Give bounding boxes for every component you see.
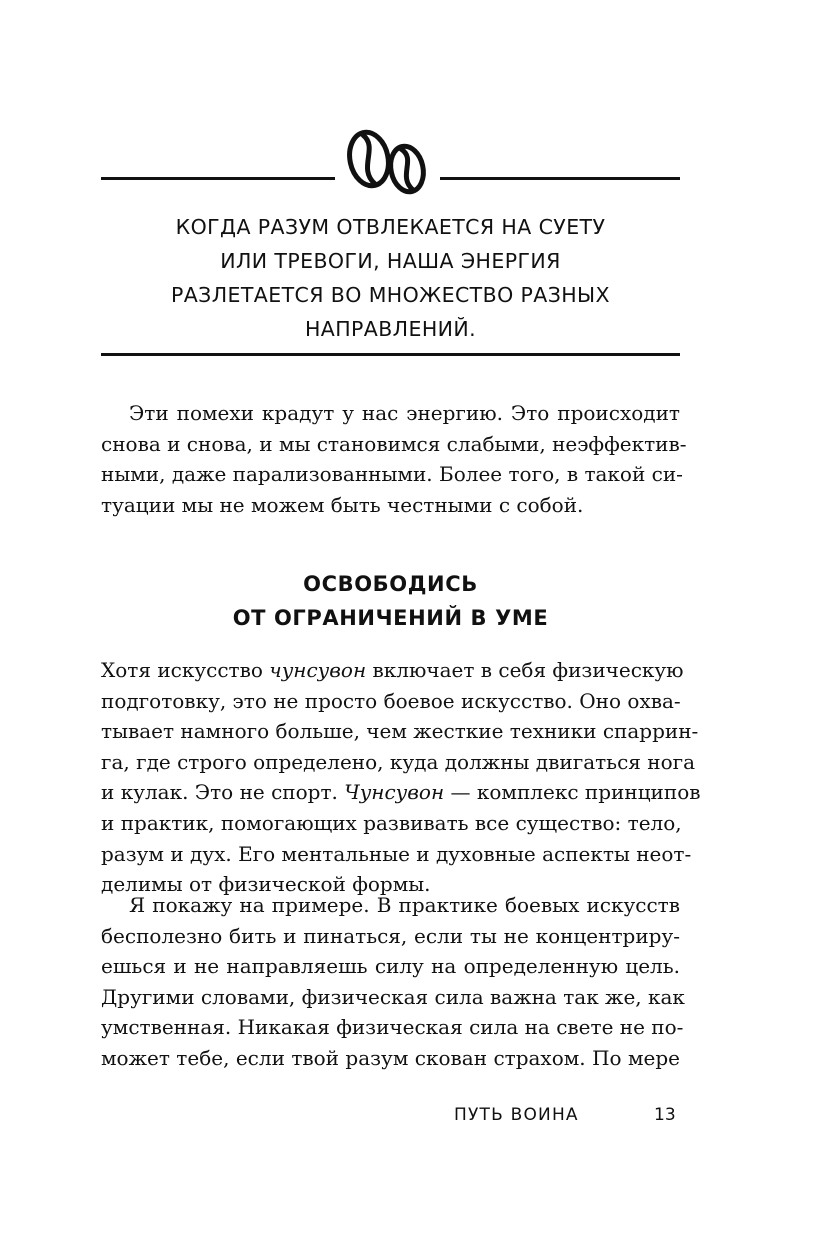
text-line: ешься и не направляешь силу на определенную цель. xyxy=(101,954,680,979)
text-line: Другими словами, физическая сила важна так же, как xyxy=(101,984,685,1009)
paragraph-1 xyxy=(101,398,687,520)
text-line: туации мы не можем быть честными с собой. xyxy=(101,492,584,517)
paragraph-3 xyxy=(101,890,685,1074)
text-line: снова и снова, и мы становимся слабыми, неэффектив- xyxy=(101,431,687,456)
text-line: Я покажу на примере. В практике боевых искусств xyxy=(129,893,680,917)
text-line xyxy=(101,777,701,808)
text-run: включает в себя физическую xyxy=(366,658,684,682)
pull-quote xyxy=(101,210,680,346)
pull-quote-line: НАПРАВЛЕНИЙ. xyxy=(304,317,477,341)
pull-quote-line: ИЛИ ТРЕВОГИ, НАША ЭНЕРГИЯ xyxy=(220,249,561,273)
text-line: делимы от физической формы. xyxy=(101,872,431,897)
text-line xyxy=(101,655,684,686)
heading-line: ОСВОБОДИСЬ xyxy=(303,572,478,596)
divider-top-left xyxy=(101,177,335,180)
divider-bottom xyxy=(101,353,680,356)
text-line: разум и дух. Его ментальные и духовные аспекты неот- xyxy=(101,841,692,866)
text-run: — комплекс принципов xyxy=(444,780,701,805)
section-heading xyxy=(101,567,680,635)
coffee-beans-icon xyxy=(341,126,433,198)
running-footer-title: ПУТЬ ВОИНА xyxy=(454,1105,579,1125)
text-run: Хотя искусство xyxy=(101,658,270,682)
text-line: га, где строго определено, куда должны двигаться нога xyxy=(101,749,696,774)
heading-line: ОТ ОГРАНИЧЕНИЙ В УМЕ xyxy=(232,606,549,630)
pull-quote-line: РАЗЛЕТАЕТСЯ ВО МНОЖЕСТВО РАЗНЫХ xyxy=(170,283,610,307)
text-line: подготовку, это не просто боевое искусство. Оно охва- xyxy=(101,688,681,713)
paragraph-2 xyxy=(101,655,701,900)
text-line: может тебе, если твой разум скован страхом. По мере xyxy=(101,1045,680,1070)
pull-quote-line: КОГДА РАЗУМ ОТВЛЕКАЕТСЯ НА СУЕТУ xyxy=(175,215,606,239)
page-number: 13 xyxy=(654,1105,676,1125)
emphasis-term: Чунсувон xyxy=(344,780,445,805)
text-line: умственная. Никакая физическая сила на свете не по- xyxy=(101,1015,684,1040)
text-line: бесполезно бить и пинаться, если ты не концентриру- xyxy=(101,923,680,948)
text-line: ными, даже парализованными. Более того, в такой си- xyxy=(101,462,683,487)
text-line: Эти помехи крадут у нас энергию. Это происходит xyxy=(129,401,680,425)
divider-top-right xyxy=(440,177,680,180)
emphasis-term: чунсувон xyxy=(269,658,367,682)
text-line: тывает намного больше, чем жесткие техники спаррин- xyxy=(101,719,699,744)
text-line: и практик, помогающих развивать все существо: тело, xyxy=(101,810,682,835)
text-run: и кулак. Это не спорт. xyxy=(101,780,345,805)
